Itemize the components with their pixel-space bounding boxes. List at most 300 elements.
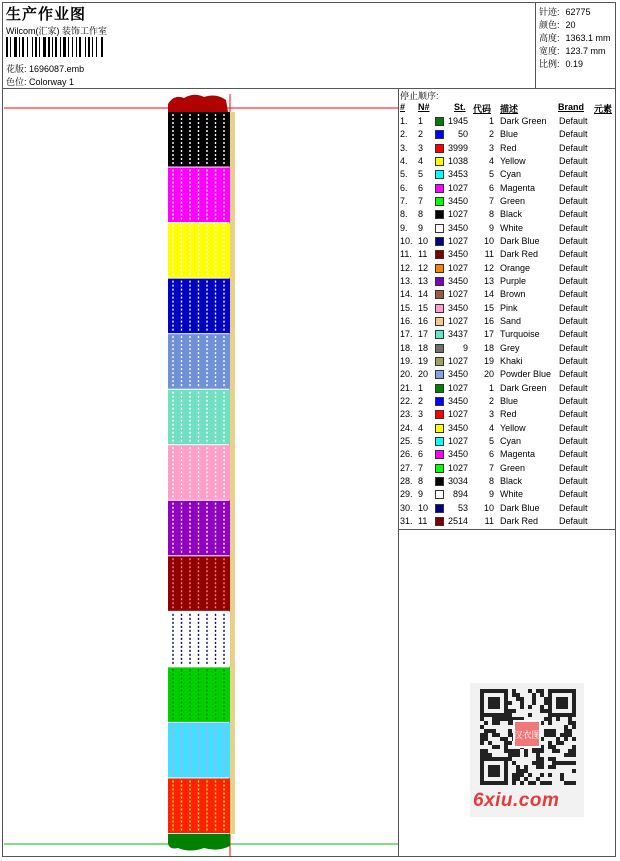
row-description: Magenta [500,182,536,193]
qr-module [532,697,536,701]
row-index: 22. [400,395,413,406]
row-description: Sand [500,315,522,326]
barcode-bar [32,37,33,57]
table-row [400,263,616,276]
qr-module [508,733,512,737]
qr-module [512,773,516,777]
color-swatch [435,317,444,326]
row-index: 21. [400,382,413,393]
qr-module [544,709,548,713]
table-row [400,343,616,356]
qr-module [532,749,536,753]
stat-2 [539,31,611,44]
qr-module [524,769,528,773]
row-description: Red [500,409,517,420]
table-row [400,489,616,502]
row-brand: Default [559,422,588,433]
row-needle: 16 [418,315,429,326]
qr-module [508,701,512,705]
barcode-bar [101,37,103,57]
row-code: 9 [488,222,494,233]
table-divider [398,88,399,857]
row-stitches: 2514 [447,515,468,526]
qr-module [484,729,488,733]
color-swatch [435,210,444,219]
row-code: 6 [488,449,494,460]
stat-value: 0.19 [563,59,584,69]
qr-module [536,777,540,781]
qr-module [548,733,552,737]
qr-module [532,701,536,705]
bottom-cap [168,834,230,851]
table-row [400,476,616,489]
row-index: 9. [400,222,408,233]
qr-module [520,705,524,709]
qr-module [556,761,560,765]
row-stitches: 1027 [447,182,468,193]
row-stitches: 3450 [447,422,468,433]
table-row [400,236,616,249]
qr-module [572,745,576,749]
row-needle: 11 [418,515,428,526]
color-swatch [435,344,444,353]
qr-module [512,749,516,753]
qr-module [508,713,512,717]
qr-module [564,725,568,729]
table-row [400,169,616,182]
col-header-stitches: St. [454,102,466,112]
qr-module [480,717,484,721]
row-stitches: 1027 [447,209,468,220]
qr-module [512,777,516,781]
row-stitches: 1027 [447,355,468,366]
row-index: 3. [400,142,408,153]
qr-module [516,777,520,781]
qr-module [484,737,488,741]
row-code: 10 [483,502,494,513]
table-row [400,249,616,262]
row-description: Orange [500,262,531,273]
row-index: 6. [400,182,408,193]
row-brand: Default [559,369,588,380]
page-title: 生产作业图 [6,6,87,23]
color-swatch [435,170,444,179]
qr-module [552,765,556,769]
qr-module [568,721,572,725]
row-index: 12. [400,262,413,273]
qr-module [548,773,552,777]
qr-module [568,717,572,721]
qr-module [512,709,516,713]
table-row [400,503,616,516]
qr-module [528,781,532,785]
table-row [400,303,616,316]
qr-module [500,717,504,721]
row-code: 2 [488,395,494,406]
color-swatch [435,424,444,433]
row-index: 10. [400,235,413,246]
row-index: 18. [400,342,413,353]
qr-module [528,705,532,709]
row-description: Dark Green [500,382,547,393]
row-description: Grey [500,342,520,353]
row-code: 18 [483,342,494,353]
color-swatch [435,330,444,339]
qr-module [564,729,568,733]
qr-module [492,721,496,725]
row-code: 9 [488,489,494,500]
row-needle: 2 [418,395,424,406]
row-brand: Default [559,262,588,273]
row-index: 24. [400,422,413,433]
color-swatch [435,504,444,513]
row-code: 14 [483,289,494,300]
row-stitches: 53 [457,502,468,513]
qr-module [516,697,520,701]
barcode-bar [10,37,11,57]
qr-module [540,709,544,713]
qr-module [548,745,552,749]
row-stitches: 894 [452,489,468,500]
table-row [400,516,616,529]
qr-module [548,781,552,785]
row-description: Yellow [500,155,526,166]
colorway-value: Colorway 1 [29,77,75,87]
row-index: 25. [400,435,413,446]
qr-module [504,717,508,721]
row-code: 8 [488,209,494,220]
qr-module [520,773,524,777]
barcode-bar [48,37,50,57]
row-index: 30. [400,502,413,513]
stat-value: 1363.1 mm [563,33,611,43]
color-swatch [435,250,444,259]
color-swatch [435,464,444,473]
qr-module [560,773,564,777]
row-description: Red [500,142,517,153]
color-swatch [435,397,444,406]
row-stitches: 1027 [447,382,468,393]
qr-module [552,733,556,737]
qr-module [516,753,520,757]
qr-module [548,729,552,733]
qr-module [508,717,512,721]
header-divider [2,88,616,89]
qr-module [480,741,484,745]
col-header-index: # [400,102,406,112]
row-code: 2 [488,129,494,140]
qr-module [564,753,568,757]
barcode-bar [88,37,90,57]
row-needle: 4 [418,422,424,433]
row-code: 3 [488,409,494,420]
qr-module [536,761,540,765]
row-description: Khaki [500,355,523,366]
qr-module [516,749,520,753]
qr-module [540,773,544,777]
qr-module [556,749,560,753]
qr-module [536,753,540,757]
color-swatch [435,117,444,126]
row-code: 11 [484,249,494,260]
row-brand: Default [559,355,588,366]
qr-module [516,773,520,777]
row-brand: Default [559,409,588,420]
qr-module [516,693,520,697]
qr-module [572,753,576,757]
row-index: 31. [400,515,413,526]
row-needle: 5 [418,435,424,446]
row-brand: Default [559,195,588,206]
qr-module [508,729,512,733]
color-swatch [435,197,444,206]
barcode-bar [68,37,69,57]
qr-module [512,689,516,693]
qr-module [520,781,524,785]
qr-module [544,733,548,737]
row-stitches: 3999 [447,142,468,153]
row-code: 20 [483,369,494,380]
row-description: Powder Blue [500,369,552,380]
qr-module [572,749,576,753]
row-stitches: 3450 [447,249,468,260]
stat-value: 62775 [563,7,591,17]
barcode-bar [96,37,97,57]
qr-module [488,729,492,733]
qr-module [572,737,576,741]
row-needle: 9 [418,222,424,233]
qr-module [548,757,552,761]
row-description: Blue [500,395,519,406]
row-stitches: 9 [462,342,468,353]
colorway-line [6,75,74,88]
row-brand: Default [559,435,588,446]
row-brand: Default [559,475,588,486]
row-brand: Default [559,235,588,246]
qr-module [480,725,484,729]
stat-1 [539,18,576,31]
color-swatch [435,357,444,366]
row-stitches: 1027 [447,315,468,326]
table-row [400,463,616,476]
row-description: Black [500,475,523,486]
barcode-bar [39,37,40,57]
color-swatch [435,130,444,139]
row-needle: 7 [418,195,424,206]
qr-finder-inner [488,765,500,777]
row-stitches: 1027 [447,262,468,273]
qr-module [496,721,500,725]
stop-sequence-title: 停止顺序: [400,91,439,101]
row-stitches: 1027 [447,409,468,420]
row-brand: Default [559,395,588,406]
barcode-bar [55,37,57,57]
row-code: 4 [488,422,494,433]
qr-module [552,729,556,733]
color-swatch [435,144,444,153]
row-code: 11 [484,515,494,526]
qr-module [520,697,524,701]
qr-module [484,749,488,753]
side-strip [230,112,235,834]
qr-module [556,737,560,741]
row-needle: 12 [418,262,429,273]
row-needle: 20 [418,369,429,380]
qr-module [540,693,544,697]
color-swatch [435,290,444,299]
table-row [400,329,616,342]
stat-3 [539,44,606,57]
table-row [400,289,616,302]
row-code: 19 [483,355,494,366]
color-swatch [435,304,444,313]
col-header-element: 元素 [594,104,613,114]
row-brand: Default [559,209,588,220]
row-needle: 6 [418,449,424,460]
row-code: 3 [488,142,494,153]
row-brand: Default [559,502,588,513]
table-row [400,436,616,449]
row-code: 10 [483,235,494,246]
row-needle: 4 [418,155,424,166]
qr-module [564,781,568,785]
qr-module [492,717,496,721]
row-description: Green [500,462,526,473]
design-file-label: 花版: [6,64,27,74]
qr-module [528,773,532,777]
qr-module [508,709,512,713]
stats-divider [535,2,536,88]
row-index: 8. [400,209,408,220]
row-needle: 2 [418,129,424,140]
qr-module [480,753,484,757]
row-needle: 1 [418,382,424,393]
row-index: 29. [400,489,413,500]
row-needle: 17 [418,329,429,340]
row-brand: Default [559,155,588,166]
barcode-bar [52,37,53,57]
table-row [400,223,616,236]
table-row [400,196,616,209]
row-brand: Default [559,515,588,526]
qr-module [496,717,500,721]
row-code: 1 [488,382,494,393]
row-description: White [500,222,524,233]
row-index: 7. [400,195,408,206]
barcode [6,37,114,57]
row-stitches: 3450 [447,222,468,233]
row-needle: 5 [418,169,424,180]
row-description: Green [500,195,526,206]
row-code: 13 [483,275,494,286]
row-index: 15. [400,302,413,313]
stat-label: 宽度: [539,46,560,56]
row-brand: Default [559,462,588,473]
qr-module [516,765,520,769]
row-stitches: 3450 [447,275,468,286]
qr-module [488,741,492,745]
qr-module [564,733,568,737]
row-description: Dark Red [500,515,539,526]
row-needle: 15 [418,302,429,313]
row-index: 13. [400,275,413,286]
colorway-label: 色位: [6,77,27,87]
qr-module [492,745,496,749]
row-code: 1 [488,116,494,126]
row-index: 11. [400,249,412,260]
watermark-logo: 6xiu.com [473,790,560,811]
qr-module [520,769,524,773]
qr-module [508,741,512,745]
barcode-bar [27,37,28,57]
qr-module [508,749,512,753]
row-stitches: 1027 [447,289,468,300]
row-stitches: 3450 [447,195,468,206]
stat-0 [539,5,591,18]
qr-module [512,693,516,697]
stat-value: 20 [563,20,576,30]
row-stitches: 3437 [447,329,468,340]
qr-badge-text: 汉衣图 [513,731,541,741]
table-bottom-divider [398,529,616,530]
barcode-bar [19,37,20,57]
row-code: 16 [483,315,494,326]
qr-module [480,733,484,737]
col-header-brand: Brand [558,102,585,112]
top-cap [168,95,228,112]
table-row [400,383,616,396]
row-brand: Default [559,289,588,300]
qr-module [548,717,552,721]
row-description: Yellow [500,422,526,433]
row-index: 17. [400,329,413,340]
qr-module [536,749,540,753]
qr-module [524,749,528,753]
qr-module [568,749,572,753]
row-brand: Default [559,129,588,140]
qr-module [552,749,556,753]
row-code: 5 [488,169,494,180]
qr-module [508,753,512,757]
qr-module [564,761,568,765]
qr-module [560,761,564,765]
row-brand: Default [559,142,588,153]
row-index: 16. [400,315,413,326]
qr-module [492,733,496,737]
row-stitches: 1027 [447,435,468,446]
qr-module [560,777,564,781]
row-needle: 7 [418,462,424,473]
row-description: Pink [500,302,518,313]
barcode-bar [63,37,66,57]
qr-module [508,757,512,761]
qr-module [504,749,508,753]
qr-module [568,729,572,733]
row-brand: Default [559,329,588,340]
row-stitches: 3450 [447,369,468,380]
row-description: Magenta [500,449,536,460]
stat-value: 123.7 mm [563,46,606,56]
row-needle: 1 [418,116,424,126]
barcode-bar [60,37,61,57]
table-row [400,183,616,196]
qr-module [524,765,528,769]
col-header-description: 描述 [500,104,519,114]
color-swatch [435,437,444,446]
qr-module [504,741,508,745]
color-swatch [435,184,444,193]
row-description: Turquoise [500,329,540,340]
